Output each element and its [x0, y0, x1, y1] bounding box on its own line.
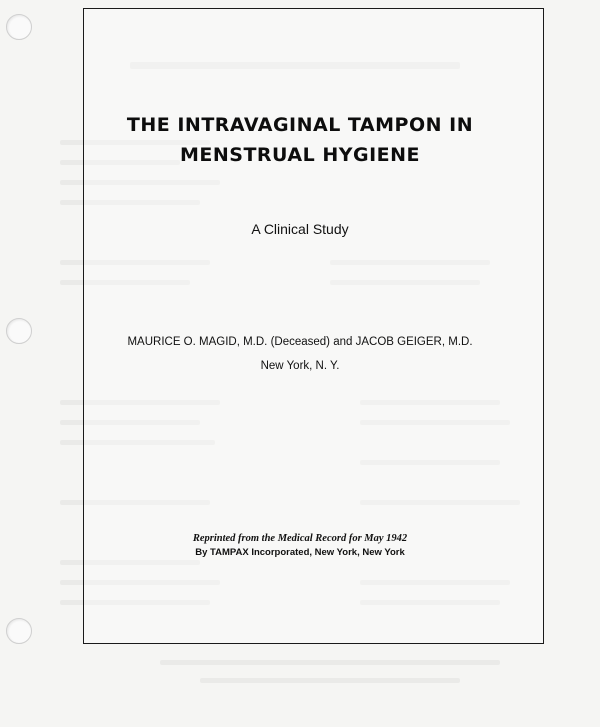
binder-hole-bottom — [6, 618, 32, 644]
reprint-publisher: By TAMPAX Incorporated, New York, New York — [195, 547, 405, 558]
binder-hole-top — [6, 14, 32, 40]
document-subtitle: A Clinical Study — [251, 221, 349, 237]
location-line: New York, N. Y. — [260, 360, 340, 372]
title-line-2: MENSTRUAL HYGIENE — [179, 144, 421, 166]
reprint-source: Reprinted from the Medical Record for May 1942 — [192, 533, 408, 544]
reprint-notice — [0, 532, 600, 560]
document-title — [0, 110, 600, 170]
authors-line: MAURICE O. MAGID, M.D. (Deceased) and JACOB GEIGER, M.D. — [127, 336, 473, 348]
title-line-1: THE INTRAVAGINAL TAMPON IN — [126, 114, 474, 136]
